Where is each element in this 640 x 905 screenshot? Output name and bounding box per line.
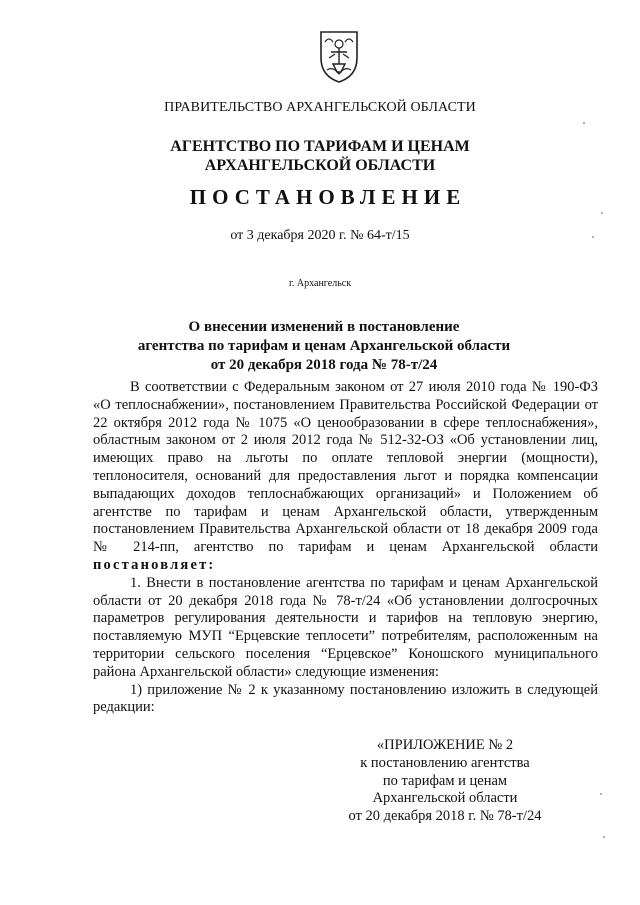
agency-name-line1: АГЕНТСТВО ПО ТАРИФАМ И ЦЕНАМ <box>170 138 470 155</box>
scan-speck <box>601 212 603 214</box>
agency-name <box>0 137 640 175</box>
appendix-line3: по тарифам и ценам <box>382 772 508 789</box>
item-1-paragraph: 1. Внести в постановление агентства по тарифам и ценам Архангельской области от 20 декабря 2018 года № 78-т/24 «Об установлении долгосрочных параметров регулирования деятельности и тарифов на тепловую энергию, поставляемую МУП “Ерцевские теплосети” потребителям, расположенным на территории сельского поселения “Ерцевское” Коношского муниципального района Архангельской области» следующие изменения: <box>93 574 598 680</box>
item-1-1-paragraph: 1) приложение № 2 к указанному постановлению изложить в следующей редакции: <box>93 681 598 716</box>
appendix-line1: «ПРИЛОЖЕНИЕ № 2 <box>376 737 514 753</box>
subject-line2: агентства по тарифам и ценам Архангельской области <box>137 338 511 354</box>
subject-line3: от 20 декабря 2018 года № 78-т/24 <box>210 357 438 373</box>
arkhangelsk-coat-of-arms-icon <box>315 28 363 84</box>
document-subject <box>0 318 640 375</box>
subject-line1: О внесении изменений в постановление <box>188 319 460 335</box>
scan-speck <box>603 836 605 838</box>
appendix-line2: к постановлению агентства <box>360 754 530 771</box>
resolves-keyword: постановляет: <box>93 556 216 573</box>
appendix-line5: от 20 декабря 2018 г. № 78-т/24 <box>348 808 542 825</box>
agency-name-line2: АРХАНГЕЛЬСКОЙ ОБЛАСТИ <box>204 157 436 174</box>
document-type: ПОСТАНОВЛЕНИЕ <box>189 185 467 209</box>
appendix-line4: Архангельской области <box>372 790 518 807</box>
document-city: г. Архангельск <box>288 278 352 289</box>
appendix-header <box>330 737 560 826</box>
scan-speck <box>592 236 594 238</box>
document-date-number: от 3 декабря 2020 г. № 64-т/15 <box>230 228 410 243</box>
preamble-paragraph <box>93 379 598 575</box>
scan-speck <box>583 122 585 124</box>
scan-speck <box>600 793 602 795</box>
preamble-text: В соответствии с Федеральным законом от 27 июля 2010 года № 190-ФЗ «О теплоснабжении», постановлением Правительства Российской Федерации от 22 октября 2012 года № 1075 «О ценообразовании в сфере теплоснабжения», областным законом от 2 июля 2012 года № 512-32-ОЗ «Об установлении лиц, имеющих право на льготы по оплате тепловой энергии (мощности), теплоносителя, оснований для предоставления льгот и порядка компенсации выпадающих доходов теплоснабжающих организаций» и Положением об агентстве по тарифам и ценам Архангельской области, утвержденным постановлением Правительства Архангельской области от 18 декабря 2009 года № 214-пп, агентство по тарифам и ценам Архангельской области <box>93 379 598 556</box>
government-name: ПРАВИТЕЛЬСТВО АРХАНГЕЛЬСКОЙ ОБЛАСТИ <box>164 100 476 115</box>
document-body <box>93 379 598 717</box>
